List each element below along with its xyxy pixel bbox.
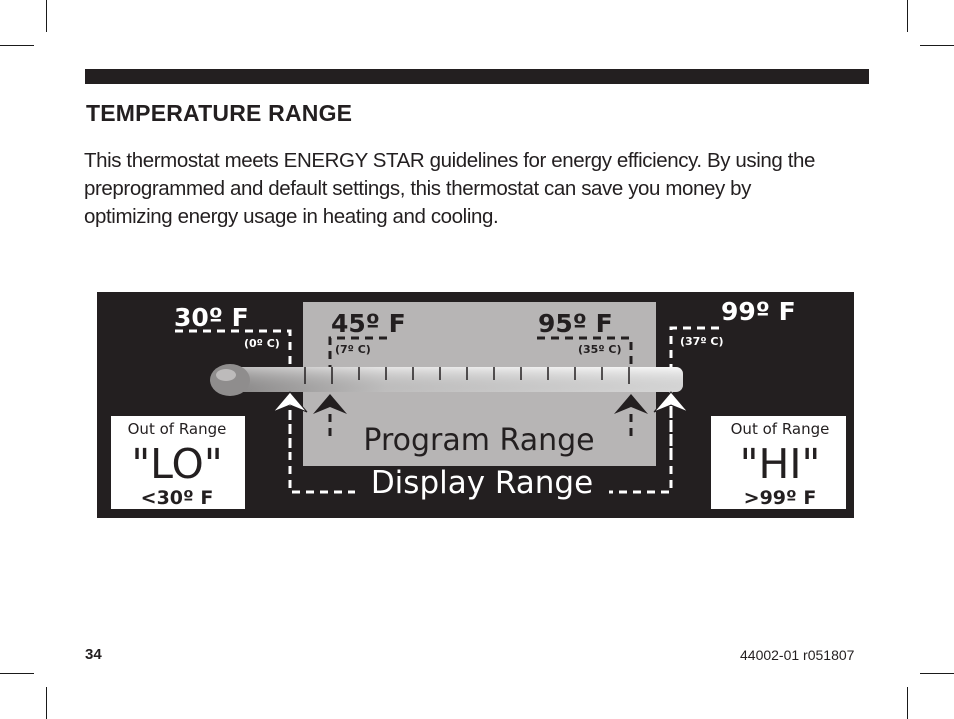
body-paragraph: This thermostat meets ENERGY STAR guidelines for energy efficiency. By using the preprogrammed and default settings, this thermostat can save you money by optimizing energy usage in heating and cooling.: [84, 149, 816, 228]
high-out-of-range-box: [711, 416, 846, 509]
program-min-fahrenheit-label: 45º F: [331, 309, 406, 338]
program-max-fahrenheit-label: 95º F: [538, 309, 613, 338]
display-max-celsius-label: (37º C): [680, 335, 724, 348]
page-number: 34: [85, 646, 102, 663]
crop-mark-bottom-right-horizontal: [920, 673, 954, 674]
high-box-code: "HI": [739, 440, 821, 488]
crop-mark-top-right-horizontal: [920, 45, 954, 46]
temperature-range-diagram: [97, 292, 854, 518]
program-min-celsius-label: (7º C): [335, 343, 371, 356]
document-code: 44002-01 r051807: [740, 647, 855, 663]
crop-mark-top-left-horizontal: [0, 45, 34, 46]
program-range-label: Program Range: [363, 423, 595, 458]
low-out-of-range-box: [111, 416, 245, 509]
display-min-fahrenheit-label: 30º F: [174, 303, 249, 332]
section-title: TEMPERATURE RANGE: [86, 100, 353, 126]
low-box-limit: <30º F: [140, 487, 214, 509]
crop-mark-top-right-vertical: [907, 0, 908, 32]
low-box-caption: Out of Range: [127, 420, 227, 438]
high-box-caption: Out of Range: [730, 420, 830, 438]
display-max-fahrenheit-label: 99º F: [721, 297, 796, 326]
display-min-celsius-label: (0º C): [244, 337, 280, 350]
crop-mark-bottom-right-vertical: [907, 687, 908, 719]
thermometer-icon: [210, 364, 683, 396]
crop-mark-bottom-left-vertical: [46, 687, 47, 719]
crop-mark-bottom-left-horizontal: [0, 673, 34, 674]
header-rule: [85, 69, 869, 84]
low-box-code: "LO": [131, 440, 223, 488]
program-max-celsius-label: (35º C): [578, 343, 622, 356]
display-range-label: Display Range: [370, 465, 594, 501]
crop-mark-top-left-vertical: [46, 0, 47, 32]
high-box-limit: >99º F: [743, 487, 817, 509]
